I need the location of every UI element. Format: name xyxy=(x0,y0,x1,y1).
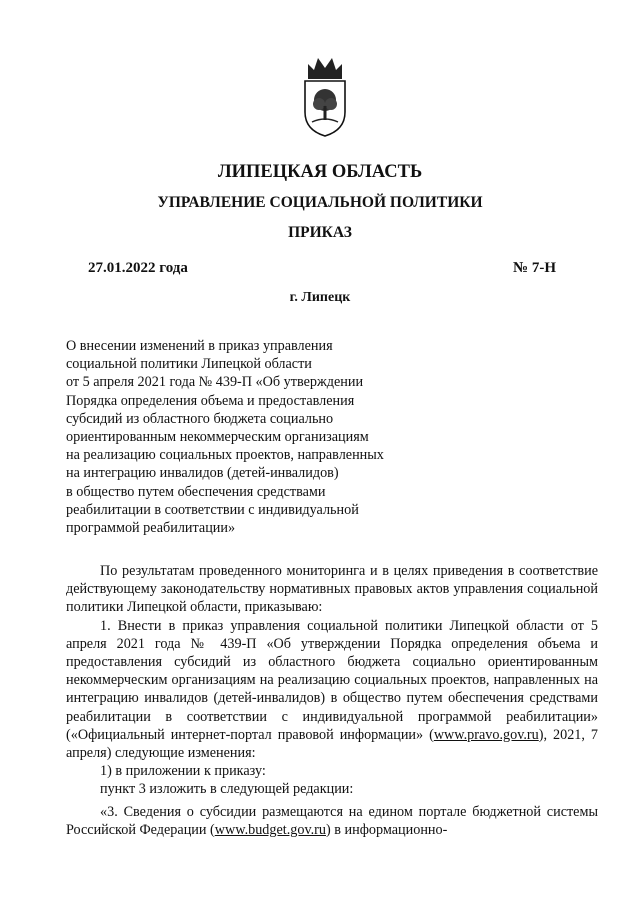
subject-line: на интеграцию инвалидов (детей-инвалидов) xyxy=(66,465,339,482)
order-city: г. Липецк xyxy=(289,290,351,305)
quote-paragraph xyxy=(66,803,598,839)
subject-line: субсидий из областного бюджета социально xyxy=(66,410,334,427)
quote-text-end: ) в информационно- xyxy=(326,821,448,838)
item-1-paragraph xyxy=(66,617,598,763)
subject-line: О внесении изменений в приказ управления xyxy=(66,338,333,354)
order-number: № 7-Н xyxy=(513,260,556,276)
subject-line: ориентированным некоммерческим организациям xyxy=(66,429,369,446)
subject-line: от 5 апреля 2021 года № 439-П «Об утверждении xyxy=(66,374,364,391)
subject-line: программой реабилитации» xyxy=(66,520,236,537)
item-1-text: 1. Внести в приказ управления социальной политики Липецкой области от 5 апреля 2021 года № 439-П «Об утверждении Порядка определения объема и предоставления субсидий из областного бюджета социально ориентированным некоммерческим организациям на реализацию социальных проектов, направленных на интеграцию инвалидов (детей-инвалидов) в общество путем обеспечения средствами реабилитации в соответствии с индивидуальной программой реабилитации» («Официальный интернет-портал правовой информации» ( xyxy=(66,617,598,743)
subitem-1: 1) в приложении к приказу: xyxy=(100,763,266,780)
document-type: ПРИКАЗ xyxy=(288,224,352,241)
intro-paragraph: По результатам проведенного мониторинга и в целях приведения в соответствие действующему законодательству нормативных правовых актов управления социальной политики Липецкой области, приказываю: xyxy=(66,563,598,616)
order-subject xyxy=(66,337,426,537)
subject-line: на реализацию социальных проектов, направленных xyxy=(66,447,384,464)
item-1-text-end: ), 2021, 7 апреля) следующие изменения: xyxy=(66,726,599,762)
order-date: 27.01.2022 года xyxy=(88,260,188,276)
subject-line: Порядка определения объема и предоставления xyxy=(66,392,355,409)
subject-line: социальной политики Липецкой области xyxy=(66,356,312,373)
budget-link[interactable]: www.budget.gov.ru xyxy=(214,821,326,838)
subject-line: реабилитации в соответствии с индивидуальной xyxy=(66,501,359,518)
pravo-link[interactable]: www.pravo.gov.ru xyxy=(433,726,539,743)
department-title: УПРАВЛЕНИЕ СОЦИАЛЬНОЙ ПОЛИТИКИ xyxy=(157,194,483,211)
region-title: ЛИПЕЦКАЯ ОБЛАСТЬ xyxy=(217,162,423,182)
quote-text: «3. Сведения о субсидии размещаются на едином портале бюджетной системы Российской Федерации ( xyxy=(66,803,598,838)
subject-line: в общество путем обеспечения средствами xyxy=(66,483,326,500)
point-3-instruction: пункт 3 изложить в следующей редакции: xyxy=(100,781,354,798)
order-body xyxy=(66,562,598,839)
coat-of-arms-icon xyxy=(302,54,348,138)
